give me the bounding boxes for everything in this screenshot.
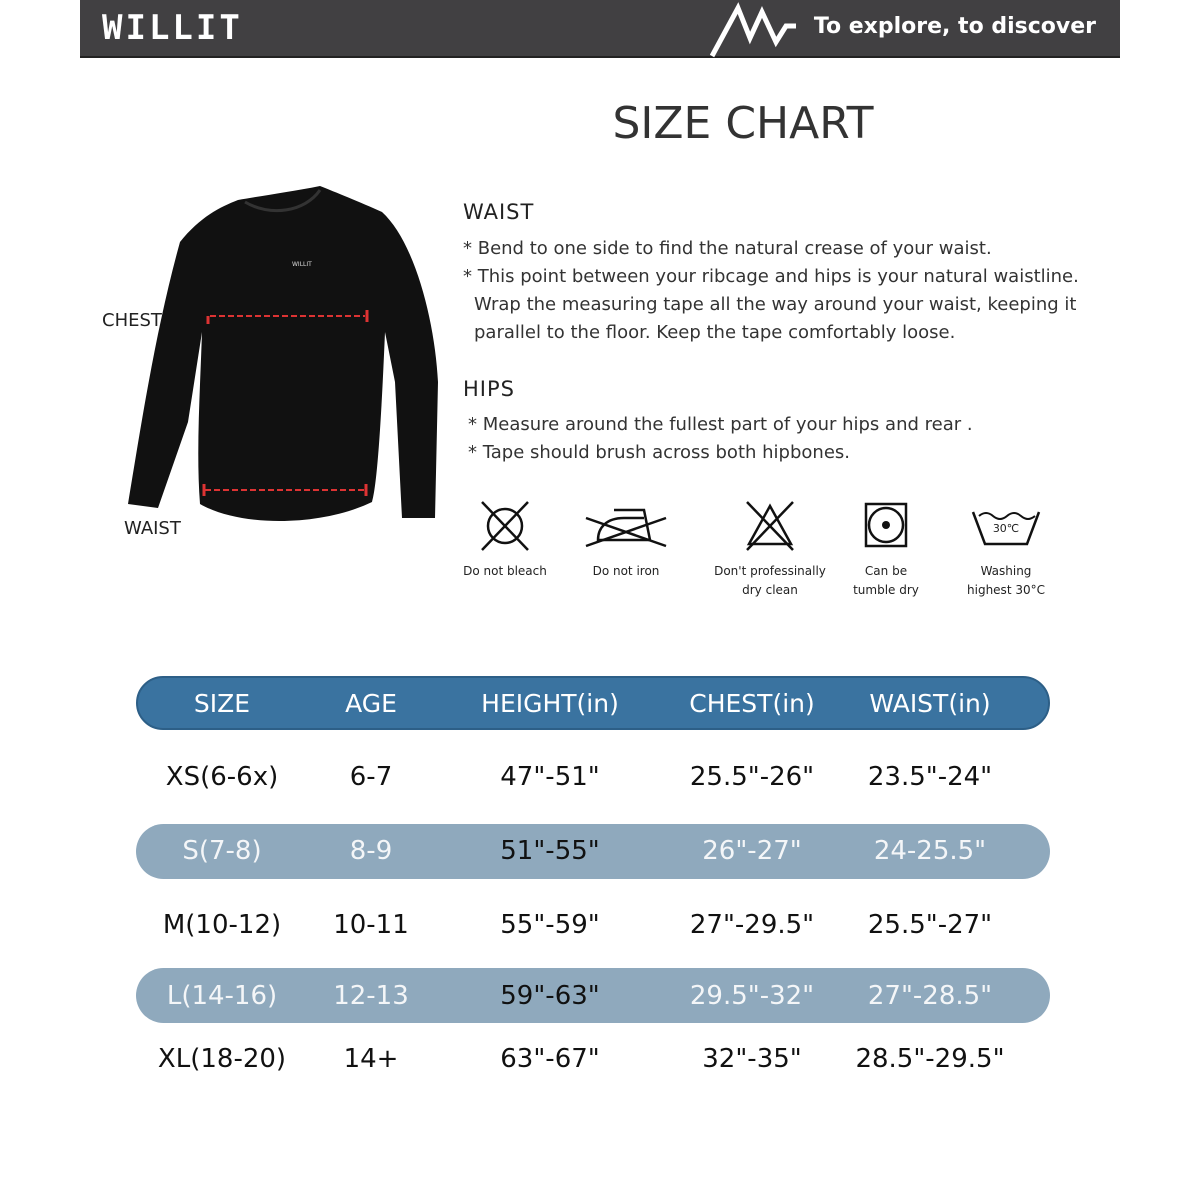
waist-instruction: Wrap the measuring tape all the way around your waist, keeping it	[474, 294, 1077, 315]
waist-heading: WAIST	[463, 200, 535, 224]
column-header: CHEST(in)	[689, 689, 815, 718]
waist-label: WAIST	[124, 518, 181, 539]
no-iron-icon	[584, 500, 668, 552]
table-cell: 55"-59"	[500, 910, 600, 940]
care-no-bleach: Do not bleach	[445, 500, 565, 581]
table-cell: L(14-16)	[166, 981, 278, 1011]
waist-instruction: * Bend to one side to find the natural crease of your waist.	[463, 238, 992, 259]
table-cell: XS(6-6x)	[165, 762, 279, 792]
column-header: WAIST(in)	[869, 689, 991, 718]
table-cell: 51"-55"	[500, 836, 600, 866]
table-cell: 23.5"-24"	[867, 762, 993, 792]
no-dry-clean-icon	[743, 500, 797, 552]
care-no-iron: Do not iron	[566, 500, 686, 581]
table-cell: S(7-8)	[182, 836, 262, 866]
table-cell: 25.5"-26"	[689, 762, 815, 792]
column-header: HEIGHT(in)	[481, 689, 619, 718]
table-cell: 12-13	[333, 981, 409, 1011]
care-no-dry-clean: Don't professinally dry clean	[705, 500, 835, 600]
hips-instruction: * Tape should brush across both hipbones.	[468, 442, 850, 463]
table-cell: 24-25.5"	[873, 836, 987, 866]
table-cell: XL(18-20)	[157, 1044, 287, 1074]
table-cell: 28.5"-29.5"	[855, 1044, 1005, 1074]
table-cell: M(10-12)	[162, 910, 282, 940]
svg-text:WILLIT: WILLIT	[292, 261, 312, 268]
table-cell: 29.5"-32"	[689, 981, 815, 1011]
waist-instruction: parallel to the floor. Keep the tape comfortably loose.	[474, 322, 956, 343]
table-cell: 27"-29.5"	[689, 910, 815, 940]
table-cell: 26"-27"	[702, 836, 802, 866]
table-cell: 47"-51"	[500, 762, 600, 792]
column-header: SIZE	[193, 689, 251, 718]
brand-logo: WILLIT	[102, 8, 243, 48]
table-cell: 10-11	[333, 910, 409, 940]
hips-instruction: * Measure around the fullest part of your hips and rear .	[468, 414, 973, 435]
brand-slogan: To explore, to discover	[813, 14, 1096, 39]
table-cell: 59"-63"	[500, 981, 600, 1011]
hips-heading: HIPS	[463, 377, 515, 401]
brand-banner	[80, 0, 1120, 58]
table-cell: 25.5"-27"	[867, 910, 993, 940]
shirt-illustration	[120, 182, 445, 527]
column-header: AGE	[345, 689, 397, 718]
tumble-dry-icon	[859, 500, 913, 552]
no-bleach-icon	[478, 500, 532, 552]
table-cell: 6-7	[349, 762, 393, 792]
care-wash-30: 30℃ Washing highest 30°C	[946, 500, 1066, 600]
page-title: SIZE CHART	[612, 98, 874, 149]
table-cell: 32"-35"	[702, 1044, 802, 1074]
table-cell: 27"-28.5"	[867, 981, 993, 1011]
chest-label: CHEST	[102, 310, 162, 331]
table-cell: 63"-67"	[500, 1044, 600, 1074]
table-cell: 14+	[343, 1044, 399, 1074]
care-tumble-dry: Can be tumble dry	[826, 500, 946, 600]
table-cell: 8-9	[349, 836, 393, 866]
mountain-logo-icon	[710, 2, 830, 58]
waist-instruction: * This point between your ribcage and hips is your natural waistline.	[463, 266, 1079, 287]
